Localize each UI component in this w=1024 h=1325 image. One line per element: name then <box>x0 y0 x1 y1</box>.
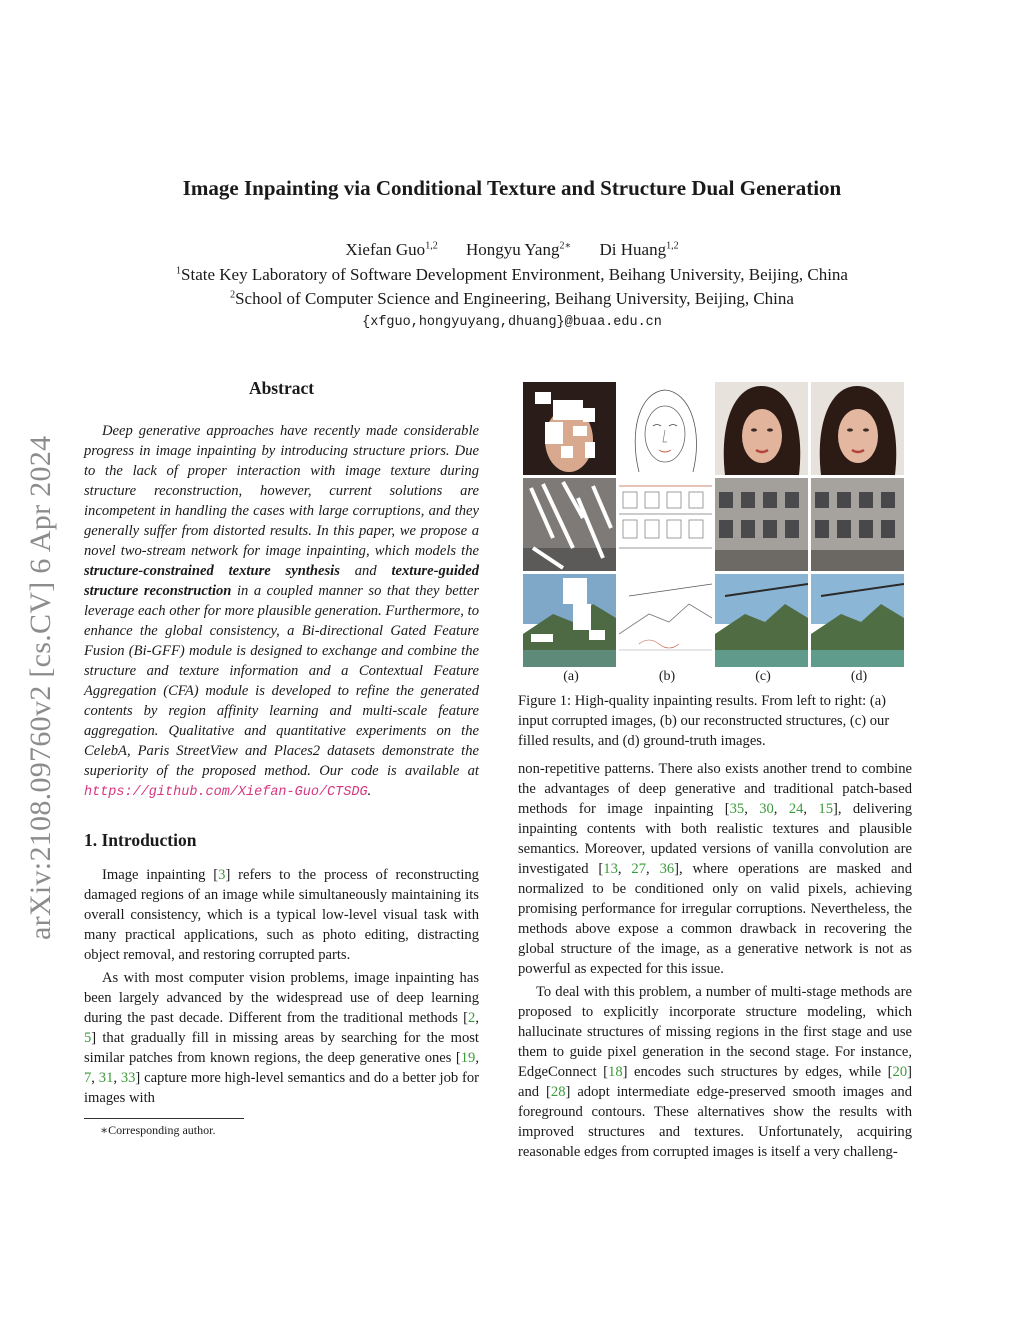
author-2: Hongyu Yang$^{2∗}$ <box>465 240 572 259</box>
affiliation-2: $^2$School of Computer Science and Engineering, Beihang University, Beijing, China <box>230 289 794 308</box>
figure-1-grid <box>523 382 912 667</box>
arxiv-identifier: arXiv:2108.09760v2 [cs.CV] 6 Apr 2024 <box>24 435 57 940</box>
citation-link[interactable]: 36 <box>659 861 675 877</box>
figure-1-caption: Figure 1: High-quality inpainting results. From left to right: (a) input corrupted images, (b) our reconstructed structures, (c) our filled results, and (d) ground-truth images. <box>518 693 890 749</box>
right-column <box>518 382 912 1162</box>
face-filled-result <box>715 382 808 475</box>
citation-link[interactable]: 19 <box>460 1050 476 1066</box>
building-structure-image <box>619 478 712 571</box>
abstract-body: Deep generative approaches have recently made considerable progress in image inpainting by introducing structure priors. Due to the lack of proper interaction with image texture during structure reconstruction, however, current solutions are incompetent in handling the cases with large corruptions, and they generally suffer from distorted results. In this paper, we propose a novel two-stream network for image inpainting, which models the structure-constrained texture synthesis and texture-guided structure reconstruction in a coupled manner so that they better leverage each other for more plausible generation. Furthermore, to enhance the global consistency, a Bi-directional Gated Feature Fusion (Bi-GFF) module is designed to exchange and combine the structure and texture information and a Contextual Feature Aggregation (CFA) module is developed to refine the generated contents by region affinity learning and multi-scale feature aggregation. Qualitative and quantitative experiments on the CelebA, Paris StreetView and Places2 datasets demonstrate the superiority of the proposed method. Our code is available at https://github.com/Xiefan-Guo/CTSDG. <box>84 423 479 800</box>
intro-paragraph-2: As with most computer vision problems, image inpainting has been largely advanced by the widespread use of deep learning during the past decade. Different from the traditional methods [2, 5] that gradually fill in missing areas by searching for the most similar patches from known regions, the deep generative ones [19, 7, 31, 33] capture more high-level semantics and do a better job for images with <box>84 970 480 1106</box>
citation-link[interactable]: 24 <box>788 801 804 817</box>
landscape-corrupted-image <box>523 574 616 667</box>
citation-link[interactable]: 30 <box>759 801 774 817</box>
citation-link[interactable]: 13 <box>603 861 618 877</box>
face-corrupted-image <box>523 382 616 475</box>
right-column-text <box>518 759 912 1162</box>
citation-link[interactable]: 3 <box>218 867 226 883</box>
citation-link[interactable]: 5 <box>84 1030 92 1046</box>
affiliation-1: $^1$State Key Laboratory of Software Development Environment, Beihang University, Beijing, China <box>176 265 848 284</box>
citation-link[interactable]: 7 <box>84 1070 92 1086</box>
footnote-corresponding-author: ∗Corresponding author. <box>100 1123 216 1137</box>
citation-link[interactable]: 18 <box>608 1064 623 1080</box>
citation-link[interactable]: 27 <box>631 861 647 877</box>
author-email: {xfguo,hongyuyang,dhuang}@buaa.edu.cn <box>362 315 662 330</box>
body-paragraph-multistage: To deal with this problem, a number of multi-stage methods are proposed to explicitly incorporate structure modeling, which hallucinate structures of missing regions in the first stage and use them to guide pixel generation in the second stage. For instance, EdgeConnect [18] encodes such structures by edges, while [20] and [28] adopt intermediate edge-preserved smooth images and foreground contours. These alternatives show the results with improved structures and textures. Unfortunately, acquiring reasonable edges from corrupted images is itself a very challeng- <box>518 984 912 1160</box>
citation-link[interactable]: 28 <box>550 1084 566 1100</box>
section-heading-introduction: 1. Introduction <box>84 830 197 850</box>
body-paragraph-continued: non-repetitive patterns. There also exists another trend to combine the advantages of deep generative and traditional patch-based methods for image inpainting [35, 30, 24, 15], delivering inpainting contents with both realistic textures and plausible semantics. Moreover, updated versions of vanilla convolution are investigated [13, 27, 36], where operations are masked and normalized to be conditioned only on valid pixels, achieving promising performance for irregular corruptions. Nevertheless, the methods above expose a common drawback in recovering the global structure of the image, as a generative network is not as powerful as expected for this issue. <box>518 761 913 977</box>
citation-link[interactable]: 20 <box>892 1064 908 1080</box>
author-3: Di Huang$^{1,2}$ <box>599 240 679 259</box>
face-structure-image <box>619 382 712 475</box>
building-corrupted-image <box>523 478 616 571</box>
building-ground-truth <box>811 478 904 571</box>
intro-paragraph-1: Image inpainting [3] refers to the process of reconstructing damaged regions of an image while simultaneously maintaining its overall consistency, which is a typical low-level visual task with many practical applications, such as photo editing, distracting object removal, and restoring corrupted parts. <box>84 867 479 963</box>
figure-label-a: (a) <box>563 669 579 684</box>
author-list <box>0 240 1024 260</box>
abstract-heading: Abstract <box>248 378 315 398</box>
building-filled-result <box>715 478 808 571</box>
landscape-ground-truth <box>811 574 904 667</box>
footnote-rule <box>84 1118 244 1119</box>
left-column <box>84 378 479 1138</box>
landscape-filled-result <box>715 574 808 667</box>
landscape-structure-image <box>619 574 712 667</box>
figure-label-c: (c) <box>755 669 771 684</box>
figure-label-d: (d) <box>850 669 868 684</box>
citation-link[interactable]: 33 <box>120 1070 136 1086</box>
code-link[interactable]: https://github.com/Xiefan-Guo/CTSDG <box>84 785 368 800</box>
citation-link[interactable]: 35 <box>729 801 745 817</box>
figure-column-labels <box>523 669 912 685</box>
citation-link[interactable]: 2 <box>468 1010 476 1026</box>
citation-link[interactable]: 15 <box>818 801 834 817</box>
author-1: Xiefan Guo$^{1,2}$ <box>345 240 438 259</box>
figure-label-b: (b) <box>658 669 676 684</box>
face-ground-truth <box>811 382 904 475</box>
paper-title: Image Inpainting via Conditional Texture and Structure Dual Generation <box>182 176 842 200</box>
citation-link[interactable]: 31 <box>98 1070 114 1086</box>
